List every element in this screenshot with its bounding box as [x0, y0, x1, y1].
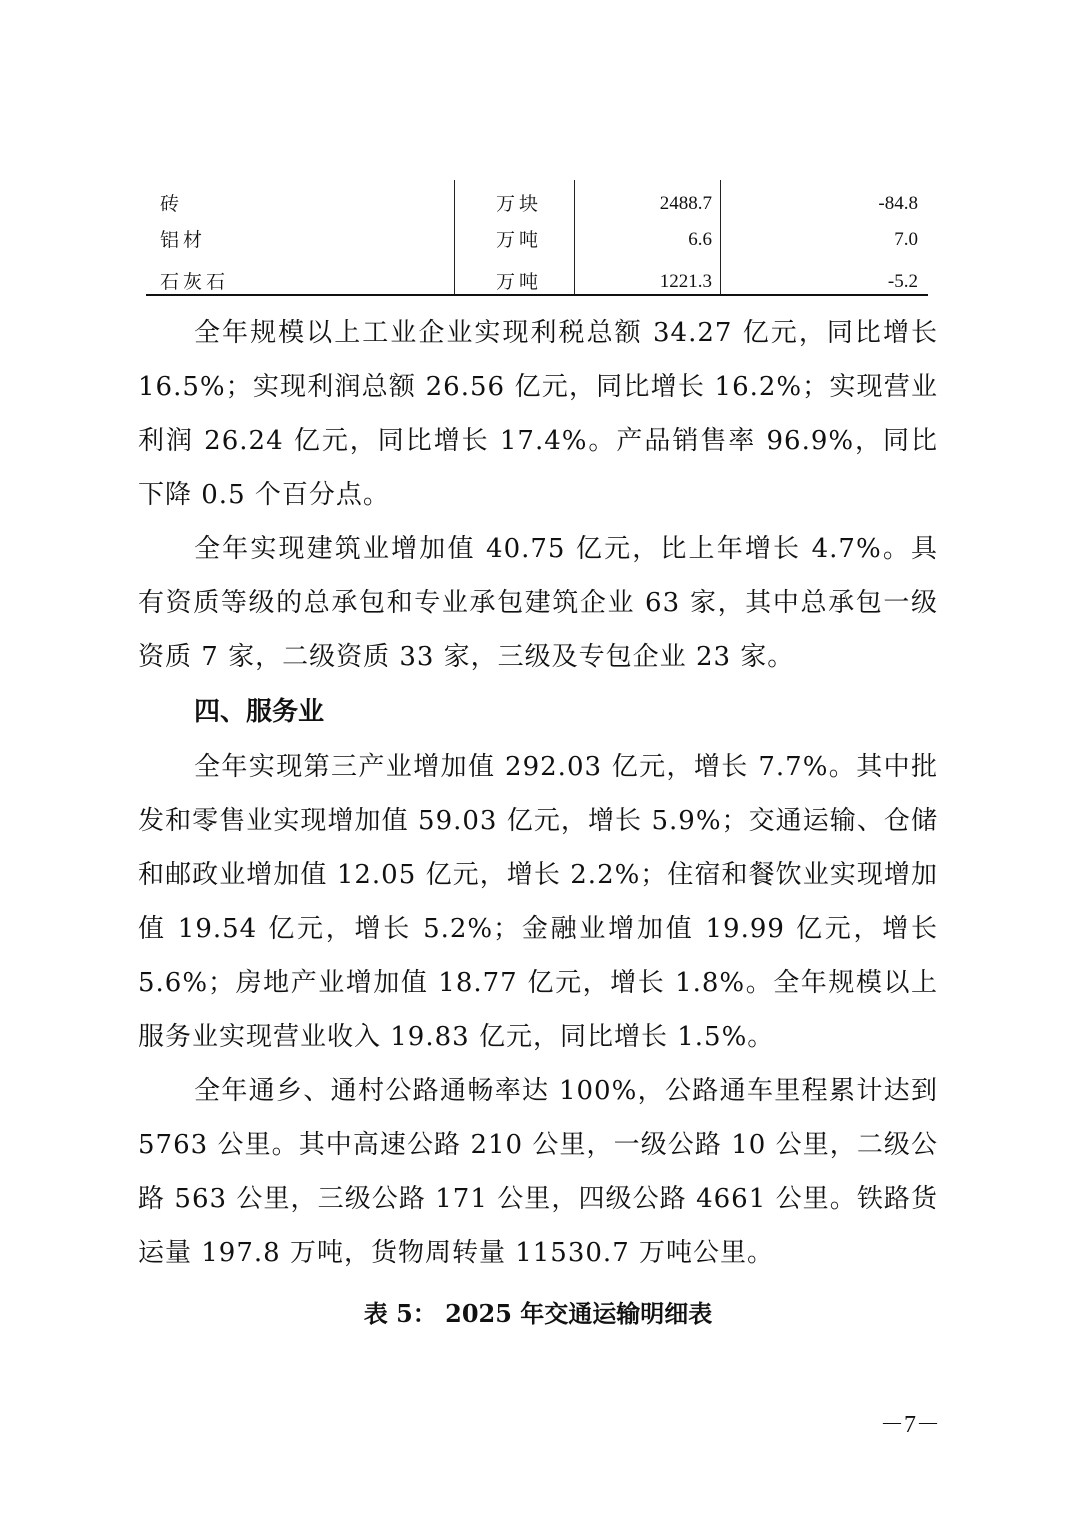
product-change: -5.2 — [887, 271, 918, 292]
section-heading: 四、服务业 — [194, 697, 325, 727]
product-name: 铝材 — [160, 229, 207, 251]
page-number: －7－ — [880, 1412, 940, 1438]
table-bottom-rule — [146, 294, 928, 296]
product-change: -84.8 — [878, 193, 918, 214]
table-caption: 表 5： 2025 年交通运输明细表 — [363, 1299, 713, 1328]
product-value: 6.6 — [688, 229, 712, 250]
product-value: 2488.7 — [659, 193, 712, 214]
paragraph-services: 全年实现第三产业增加值 292.03 亿元，增长 7.7%。其中批发和零售业实现增加值 59.03 亿元，增长 5.9%；交通运输、仓储和邮政业增加值 12.05 亿元，增长 2.2%；住宿和餐饮业实现增加值 19.54 亿元，增长 5.2%；金融业增加值 19.99 亿元，增长 5.6%；房地产业增加值 18.77 亿元，增长 1.8%。全年规模以上服务业实现营业收入 19.83 亿元，同比增长 1.5%。 — [138, 752, 938, 1052]
product-unit: 万块 — [496, 193, 543, 215]
paragraph-industry-profit: 全年规模以上工业企业实现利税总额 34.27 亿元，同比增长 16.5%；实现利润总额 26.56 亿元，同比增长 16.2%；实现营业利润 26.24 亿元，同比增长 17.4%。产品销售率 96.9%，同比下降 0.5 个百分点。 — [138, 318, 938, 510]
product-name: 砖 — [160, 193, 184, 215]
product-change: 7.0 — [894, 229, 918, 250]
table-row — [146, 222, 928, 258]
product-unit: 万吨 — [496, 229, 543, 251]
paragraph-transport: 全年通乡、通村公路通畅率达 100%，公路通车里程累计达到 5763 公里。其中高速公路 210 公里，一级公路 10 公里，二级公路 563 公里，三级公路 171 公里，四级公路 4661 公里。铁路货运量 197.8 万吨，货物周转量 11530.7 万吨公里。 — [138, 1076, 938, 1268]
product-unit: 万吨 — [496, 271, 543, 293]
product-name: 石灰石 — [160, 271, 230, 293]
body-text — [138, 306, 938, 1338]
table-row — [146, 186, 928, 222]
paragraph-construction: 全年实现建筑业增加值 40.75 亿元，比上年增长 4.7%。具有资质等级的总承包和专业承包建筑企业 63 家，其中总承包一级资质 7 家，二级资质 33 家，三级及专包企业 23 家。 — [138, 534, 938, 672]
product-value: 1221.3 — [659, 271, 712, 292]
